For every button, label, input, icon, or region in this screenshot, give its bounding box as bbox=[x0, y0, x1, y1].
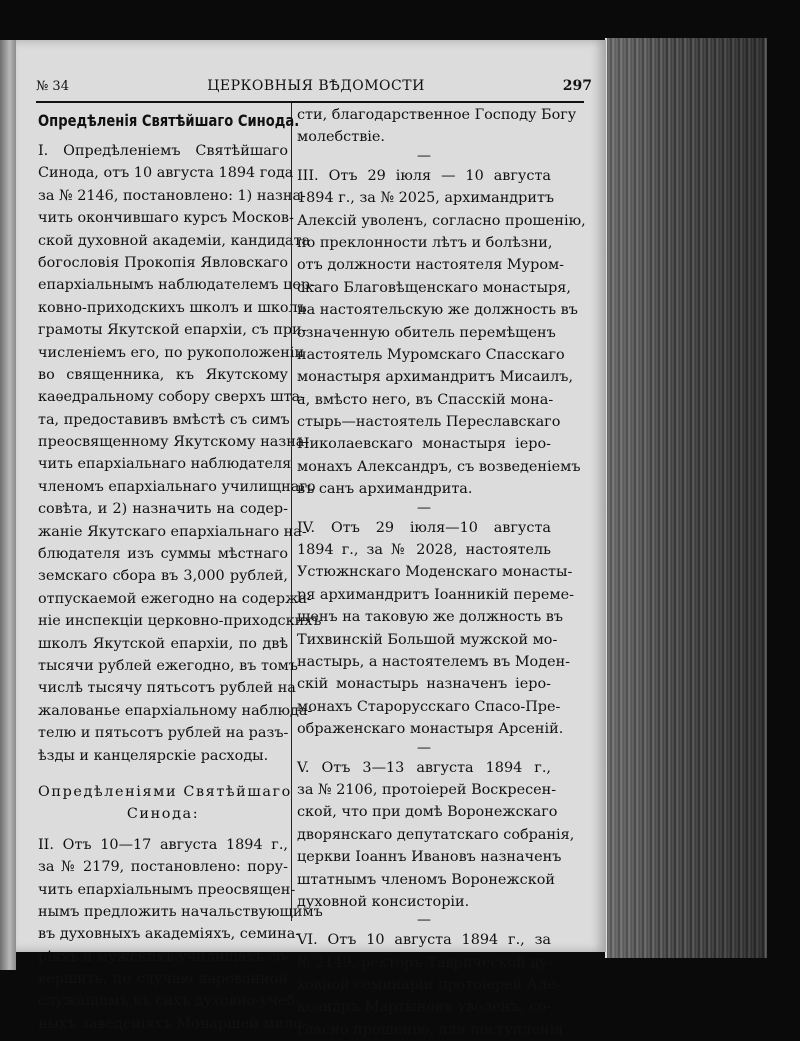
text-line: епархіальнымъ наблюдателемъ цер- bbox=[38, 277, 315, 294]
text-line: за № 2146, постановлено: 1) назна- bbox=[38, 187, 306, 204]
text-line: дворянскаго депутатскаго собранія, bbox=[297, 826, 575, 843]
text-line: на настоятельскую же должность въ bbox=[297, 302, 578, 319]
text-line: молебствіе. bbox=[297, 129, 385, 146]
text-line: Синода, отъ 10 августа 1894 года bbox=[38, 165, 294, 182]
text-line: служащимъ въ сихъ духовно-учеб- bbox=[38, 993, 301, 1010]
text-line: грамоты Якутской епархіи, съ при- bbox=[38, 322, 307, 339]
text-line: Тихвинскій Большой мужской мо- bbox=[297, 631, 558, 648]
text-line: II. Отъ 10—17 августа 1894 г., bbox=[38, 836, 288, 853]
text-line: Устюжнскаго Моденскаго монасты- bbox=[297, 564, 573, 581]
text-line: за № 2106, протоіерей Воскресен- bbox=[297, 781, 557, 798]
text-line: духовной консисторіи. bbox=[297, 893, 470, 910]
text-line: ской духовной академіи, кандидата bbox=[38, 232, 311, 249]
text-line: штатнымъ членомъ Воронежской bbox=[297, 871, 555, 888]
subheading-line: Синода: bbox=[126, 806, 200, 823]
text-line: нымъ предложить начальствующимъ bbox=[38, 903, 323, 920]
right-column bbox=[297, 104, 586, 1041]
text-line: чить окончившаго курсъ Москов- bbox=[38, 210, 294, 227]
text-line: ря архимандритъ Іоанникій переме- bbox=[297, 586, 574, 603]
text-line: V. Отъ 3—13 августа 1894 г., bbox=[297, 759, 551, 776]
text-line: I. Опредѣленіемъ Святѣйшаго bbox=[38, 143, 288, 159]
text-line: за № 2179, постановлено: пору- bbox=[38, 859, 288, 876]
text-line: стырь—настоятель Переславскаго bbox=[297, 414, 561, 431]
page-stack-shade bbox=[605, 38, 765, 958]
text-line: ксандръ Мартыновъ уволенъ, со- bbox=[297, 999, 551, 1016]
text-line: членомъ епархіальнаго училищнаго bbox=[38, 478, 316, 495]
text-line: скаго Благовѣщенскаго монастыря, bbox=[297, 279, 571, 296]
section-6 bbox=[297, 929, 564, 1041]
text-line: щенъ на таковую же должность въ bbox=[297, 609, 564, 626]
text-line: богословія Прокопія Явловскаго bbox=[38, 254, 288, 271]
text-line: ображенскаго монастыря Арсеній. bbox=[297, 721, 564, 738]
issue-number: № 34 bbox=[36, 79, 69, 94]
section-5 bbox=[297, 757, 575, 914]
separator-dash: — bbox=[417, 147, 431, 164]
text-line: Николаевскаго монастыря іеро- bbox=[297, 436, 551, 453]
separator-dash: — bbox=[417, 499, 431, 516]
text-line: ріяхъ и мужскихъ училищахъ со- bbox=[38, 948, 290, 965]
text-line: III. Отъ 29 іюля — 10 августа bbox=[297, 167, 551, 184]
text-line: монастыря архимандритъ Мисаилъ, bbox=[297, 369, 574, 386]
section-3 bbox=[297, 165, 586, 501]
text-line: ныхъ заведеніяхъ Монаршей мило- bbox=[38, 1015, 307, 1032]
text-line: въ духовныхъ академіяхъ, семина- bbox=[38, 926, 301, 943]
text-line: № 2149, ректоръ Таврической ду- bbox=[297, 954, 553, 971]
running-header bbox=[36, 76, 596, 98]
separator-dash: — bbox=[417, 912, 431, 929]
text-line: жалованье епархіальному наблюда- bbox=[38, 702, 313, 719]
text-line: по преклонности лѣтъ и болѣзни, bbox=[297, 234, 553, 251]
text-line: гласно прошенію, для поступленія bbox=[297, 1021, 564, 1038]
text-line: Алексій уволенъ, согласно прошенію, bbox=[297, 212, 586, 229]
text-line: VI. Отъ 10 августа 1894 г., за bbox=[297, 932, 551, 949]
text-line: монахъ Старорусскаго Спасо-Пре- bbox=[297, 698, 561, 715]
text-line: земскаго сбора въ 3,000 рублей, bbox=[38, 568, 288, 585]
text-line: каѳедральному собору сверхъ шта- bbox=[38, 389, 305, 406]
text-line: въ санъ архимандрита. bbox=[297, 481, 473, 498]
text-line: означенную обитель перемѣщенъ bbox=[297, 324, 556, 341]
text-line: преосвященному Якутскому назна- bbox=[38, 434, 310, 451]
section-4 bbox=[297, 517, 574, 741]
text-line: настоятель Муромскаго Спасскаго bbox=[297, 346, 565, 363]
text-line: ковно-приходскихъ школъ и школъ bbox=[38, 299, 307, 316]
text-line: а, вмѣсто него, въ Спасскій мона- bbox=[297, 391, 554, 408]
text-line: блюдателя изъ суммы мѣстнаго bbox=[38, 546, 288, 563]
text-line: совѣта, и 2) назначить на содер- bbox=[38, 501, 288, 518]
page-number: 297 bbox=[562, 78, 592, 94]
text-line: чить епархіальнаго наблюдателя bbox=[38, 456, 292, 473]
text-line: настырь, а настоятелемъ въ Моден- bbox=[297, 653, 571, 670]
text-line: ской, что при домѣ Воронежскаго bbox=[297, 804, 558, 821]
section-2 bbox=[38, 834, 323, 1036]
text-line: числѣ тысячу пятьсотъ рублей на bbox=[38, 680, 296, 697]
text-line: вершить, по случаю дарованной bbox=[38, 971, 288, 988]
text-line: жаніе Якутскаго епархіальнаго на- bbox=[38, 523, 307, 540]
separator-dash: — bbox=[417, 739, 431, 756]
text-line: школъ Якутской епархіи, по двѣ bbox=[38, 635, 288, 652]
section-heading: Опредѣленія Святѣйшаго Синода. bbox=[38, 111, 300, 130]
text-line: численіемъ его, по рукоположеніи bbox=[38, 344, 305, 361]
journal-title: ЦЕРКОВНЫЯ ВѢДОМОСТИ bbox=[207, 78, 425, 94]
text-line: монахъ Александръ, съ возведеніемъ bbox=[297, 458, 581, 475]
text-line: скій монастырь назначенъ іеро- bbox=[297, 676, 551, 693]
left-page-edge bbox=[0, 40, 16, 970]
text-line: ховной семинаріи протоіерей Але- bbox=[297, 977, 561, 994]
text-line: отъ должности настоятеля Муром- bbox=[297, 257, 565, 274]
text-line: церкви Іоаннъ Ивановъ назначенъ bbox=[297, 849, 562, 866]
text-line: та, предоставивъ вмѣстѣ съ симъ bbox=[38, 411, 290, 428]
text-line: IV. Отъ 29 іюля—10 августа bbox=[297, 519, 551, 536]
text-line: тысячи рублей ежегодно, въ томъ bbox=[38, 657, 298, 674]
left-column bbox=[38, 104, 323, 1035]
subheading-line: Опредѣленіями Святѣйшаго bbox=[38, 783, 292, 800]
text-line: телю и пятьсотъ рублей на разъ- bbox=[38, 725, 289, 742]
text-line: чить епархіальнымъ преосвящен- bbox=[38, 881, 296, 898]
text-line: отпускаемой ежегодно на содержа- bbox=[38, 590, 312, 607]
text-line: 1894 г., за № 2028, настоятель bbox=[297, 542, 551, 559]
text-line: сти, благодарственное Господу Богу bbox=[297, 107, 577, 123]
text-line: 1894 г., за № 2025, архимандритъ bbox=[297, 190, 555, 207]
section-1 bbox=[38, 140, 322, 767]
text-line: ніе инспекціи церковно-приходскихъ bbox=[38, 613, 322, 630]
text-line: во священника, къ Якутскому bbox=[38, 366, 288, 383]
text-line: ѣзды и канцелярскіе расходы. bbox=[38, 747, 269, 764]
header-rule bbox=[36, 101, 584, 103]
